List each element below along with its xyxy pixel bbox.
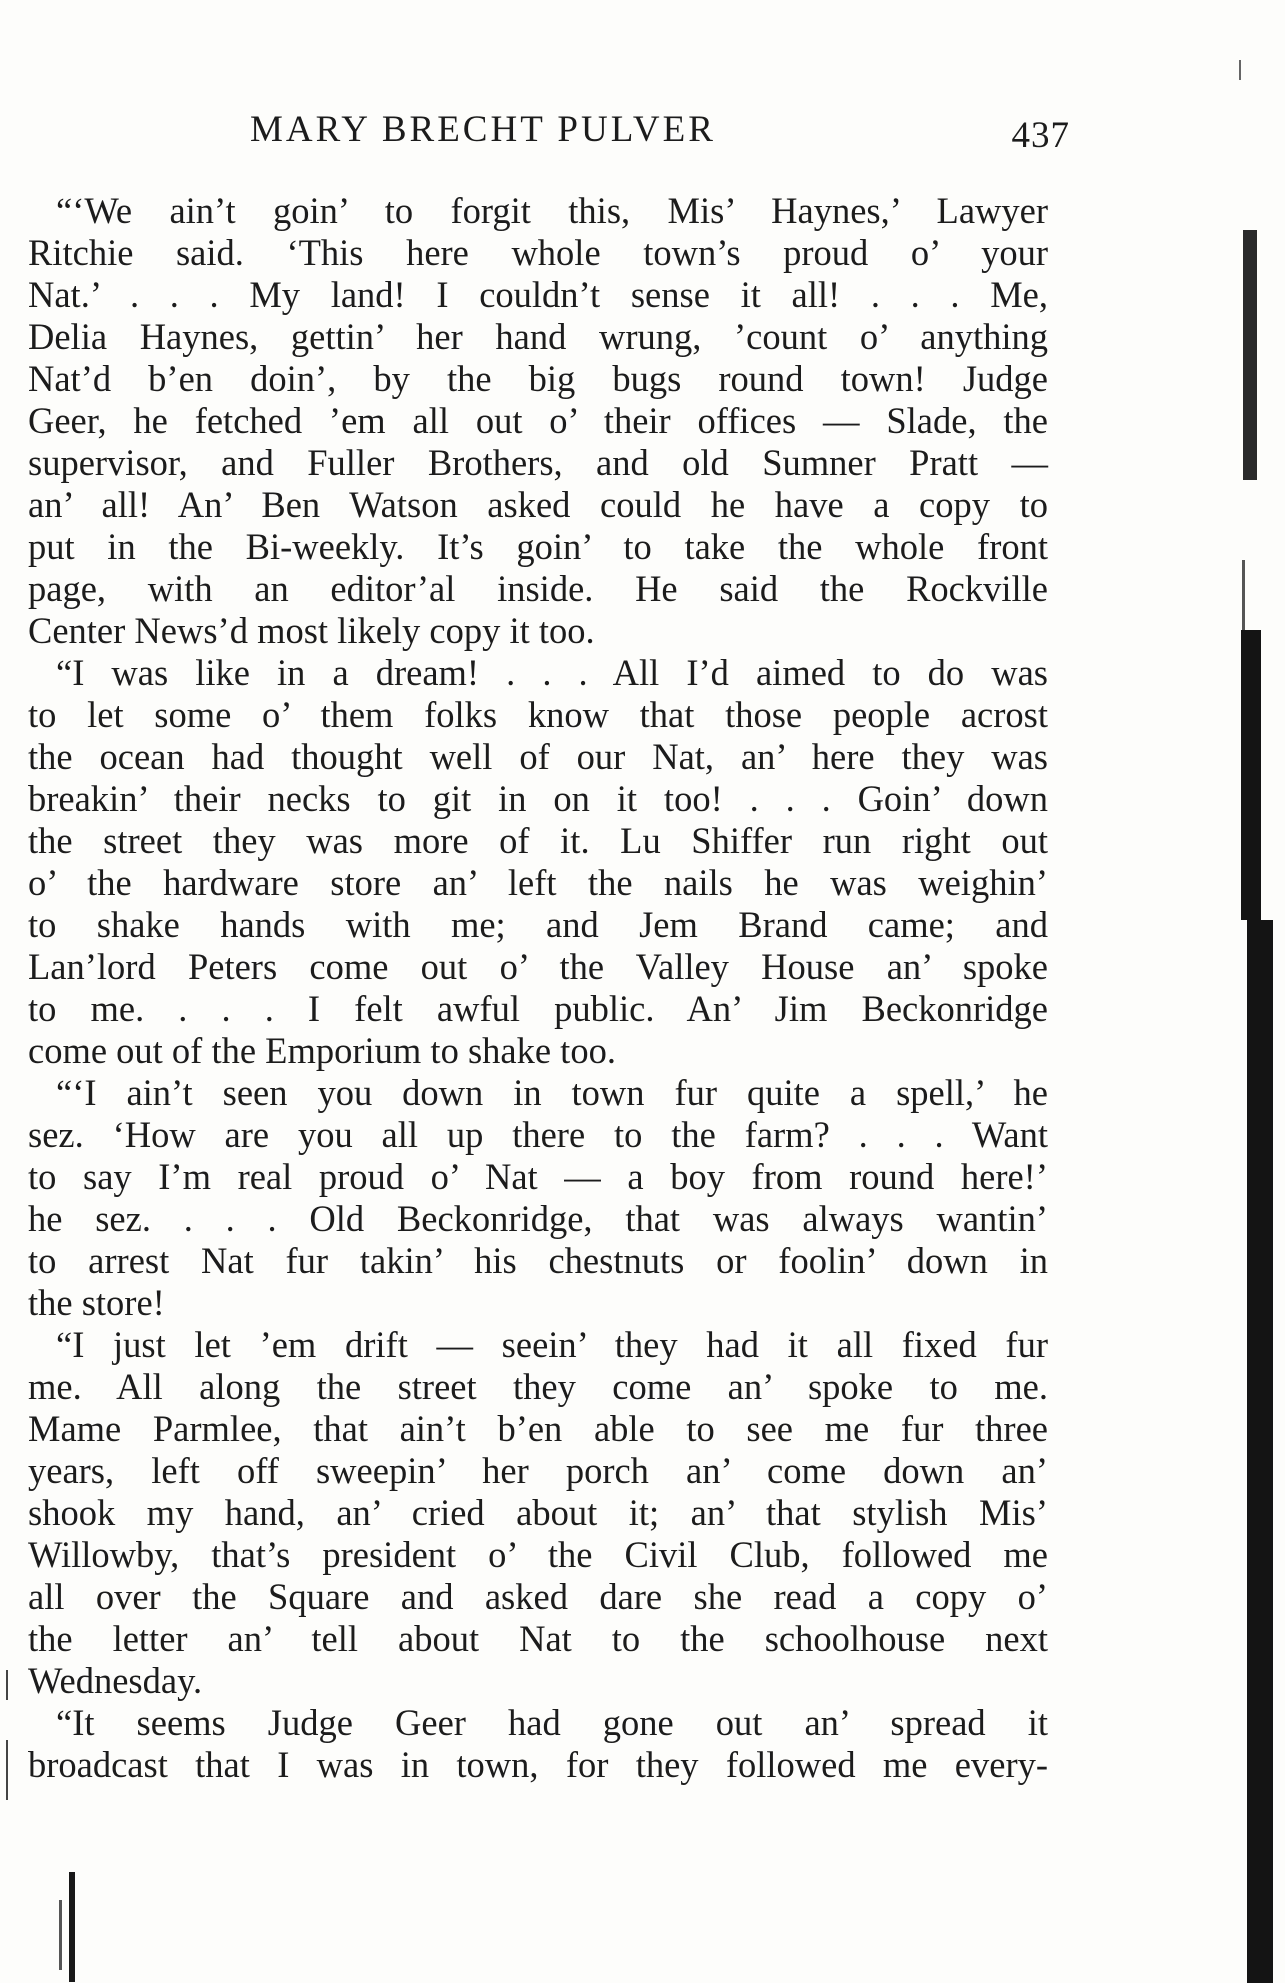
text-line: years, left off sweepin’ her porch an’ come down an’ (28, 1450, 1048, 1491)
text-line: to shake hands with me; and Jem Brand came; and (28, 904, 1048, 945)
text-line: the letter an’ tell about Nat to the schoolhouse next (28, 1618, 1048, 1659)
text-line: the street they was more of it. Lu Shiffer run right out (28, 820, 1048, 861)
scan-mark (69, 1872, 75, 1982)
text-line: an’ all! An’ Ben Watson asked could he have a copy to (28, 484, 1048, 525)
text-line: breakin’ their necks to git in on it too! . . . Goin’ down (28, 778, 1048, 819)
scan-mark (1247, 920, 1273, 1983)
text-line: to let some o’ them folks know that those people acrost (28, 694, 1048, 735)
text-line: supervisor, and Fuller Brothers, and old Sumner Pratt — (28, 442, 1048, 483)
scan-mark (59, 1900, 62, 1970)
text-line: he sez. . . . Old Beckonridge, that was always wantin’ (28, 1198, 1048, 1239)
text-line: Delia Haynes, gettin’ her hand wrung, ’count o’ anything (28, 316, 1048, 357)
text-line: the ocean had thought well of our Nat, an’ here they was (28, 736, 1048, 777)
running-head (250, 108, 1070, 158)
scan-mark (1241, 630, 1261, 920)
scan-mark (1243, 230, 1257, 480)
left-margin-marks (0, 0, 20, 1983)
page-number: 437 (1011, 115, 1070, 156)
text-line: Nat’d b’en doin’, by the big bugs round town! Judge (28, 358, 1048, 399)
text-line: sez. ‘How are you all up there to the farm? . . . Want (28, 1114, 1048, 1155)
text-line: page, with an editor’al inside. He said the Rockville (28, 568, 1048, 609)
text-line: o’ the hardware store an’ left the nails he was weighin’ (28, 862, 1048, 903)
text-line: to say I’m real proud o’ Nat — a boy from round here!’ (28, 1156, 1048, 1197)
text-line: “‘I ain’t seen you down in town fur quite a spell,’ he (56, 1072, 1048, 1113)
text-line: Mame Parmlee, that ain’t b’en able to see me fur three (28, 1408, 1048, 1449)
text-line: Ritchie said. ‘This here whole town’s proud o’ your (28, 232, 1048, 273)
text-line: come out of the Emporium to shake too. (28, 1030, 616, 1071)
text-line: Willowby, that’s president o’ the Civil Club, followed me (28, 1534, 1048, 1575)
text-line: the store! (28, 1282, 165, 1323)
text-line: “‘We ain’t goin’ to forgit this, Mis’ Haynes,’ Lawyer (56, 190, 1048, 231)
text-line: to arrest Nat fur takin’ his chestnuts or foolin’ down in (28, 1240, 1048, 1281)
scan-mark (6, 1670, 8, 1700)
text-line: Lan’lord Peters come out o’ the Valley House an’ spoke (28, 946, 1048, 987)
text-line: to me. . . . I felt awful public. An’ Jim Beckonridge (28, 988, 1048, 1029)
text-line: Center News’d most likely copy it too. (28, 610, 595, 651)
scan-mark (6, 1740, 8, 1800)
body-text (28, 190, 1048, 1786)
text-line: Geer, he fetched ’em all out o’ their offices — Slade, the (28, 400, 1048, 441)
text-line: all over the Square and asked dare she read a copy o’ (28, 1576, 1048, 1617)
text-line: Nat.’ . . . My land! I couldn’t sense it all! . . . Me, (28, 274, 1048, 315)
text-line: “It seems Judge Geer had gone out an’ spread it (56, 1702, 1048, 1743)
binding-shadow (1227, 0, 1285, 1983)
text-line: shook my hand, an’ cried about it; an’ that stylish Mis’ (28, 1492, 1048, 1533)
text-line: “I was like in a dream! . . . All I’d aimed to do was (56, 652, 1048, 693)
bottom-scan-marks (55, 1860, 95, 1983)
text-line: put in the Bi-weekly. It’s goin’ to take the whole front (28, 526, 1048, 567)
text-line: Wednesday. (28, 1660, 203, 1701)
text-line: broadcast that I was in town, for they followed me every- (28, 1744, 1048, 1785)
scan-mark (1239, 60, 1241, 80)
text-line: “I just let ’em drift — seein’ they had it all fixed fur (56, 1324, 1048, 1365)
text-line: me. All along the street they come an’ spoke to me. (28, 1366, 1048, 1407)
running-title: MARY BRECHT PULVER (250, 109, 716, 150)
